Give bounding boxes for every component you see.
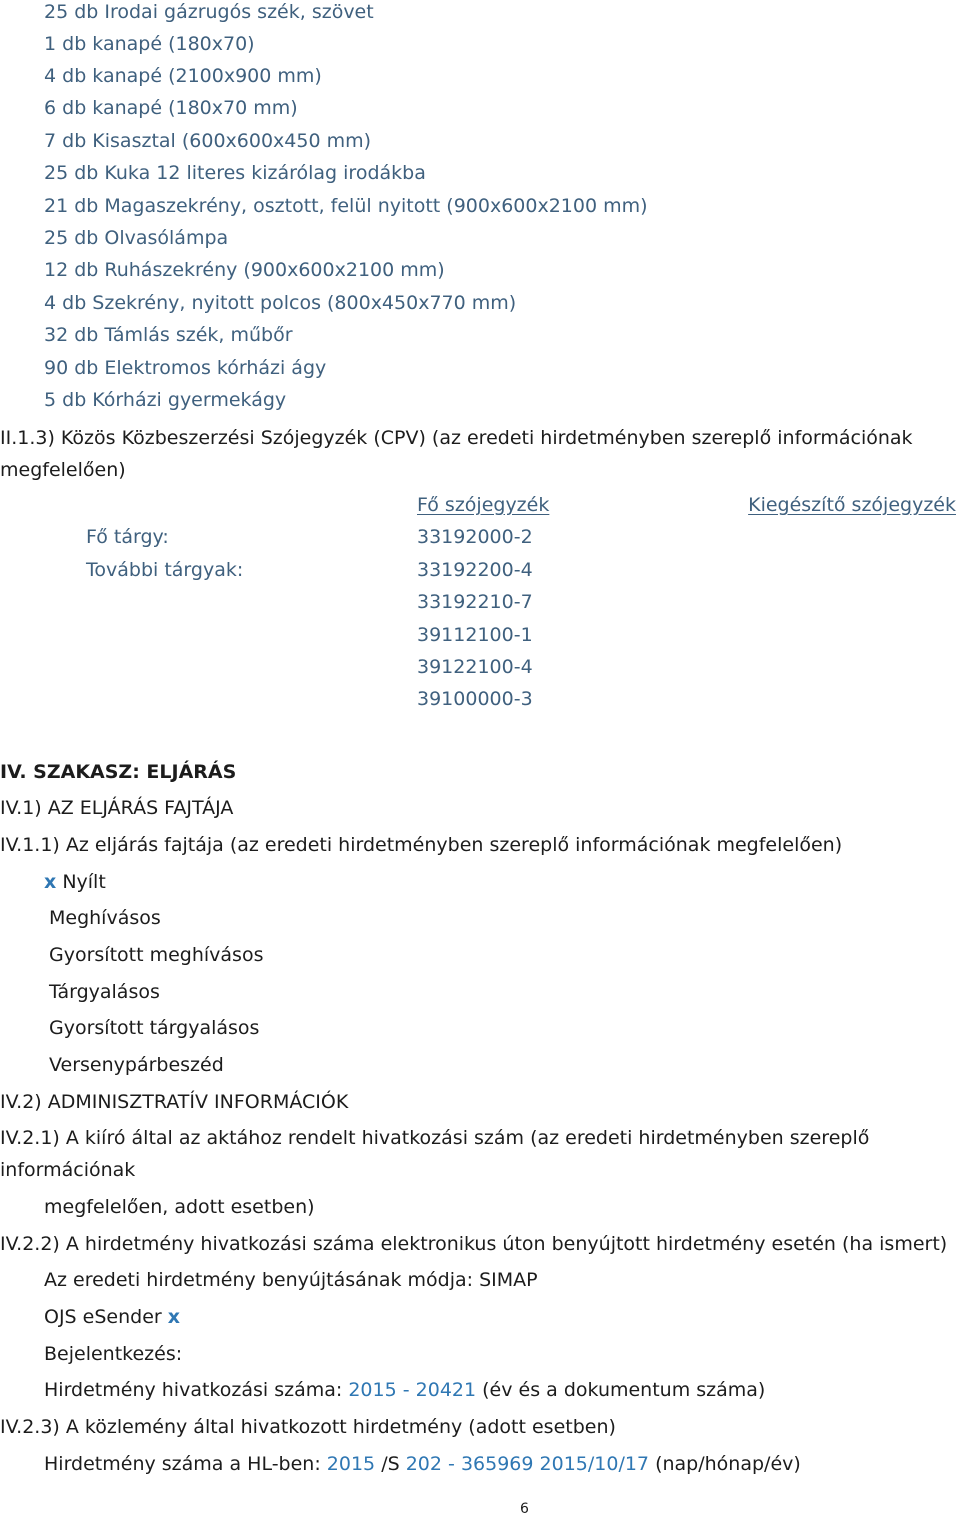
login-label: Bejelentkezés: (44, 1343, 183, 1365)
list-item: 25 db Irodai gázrugós szék, szövet (44, 1, 374, 23)
hl-issue: 202 (405, 1453, 442, 1475)
cpv-main-code: 33192000-2 (417, 526, 533, 548)
procedure-option: Gyorsított meghívásos (49, 944, 264, 966)
cpv-heading: II.1.3) Közös Közbeszerzési Szójegyzék (CPV) (az eredeti hirdetményben szereplő információnak (0, 427, 913, 449)
selected-mark: x (167, 1306, 181, 1328)
subsection-iv2: IV.2) ADMINISZTRATÍV INFORMÁCIÓK (0, 1091, 349, 1113)
list-item: 32 db Támlás szék, műbőr (44, 324, 293, 346)
subsection-iv11: IV.1.1) Az eljárás fajtája (az eredeti hirdetményben szereplő információnak megfelelően) (0, 834, 843, 856)
procedure-option: Tárgyalásos (49, 981, 160, 1003)
list-item: 12 db Ruhászekrény (900x600x2100 mm) (44, 259, 445, 281)
cpv-other-code: 39100000-3 (417, 688, 533, 710)
section-title: IV. SZAKASZ: ELJÁRÁS (0, 761, 237, 783)
hl-separator: - (448, 1453, 455, 1475)
page-number: 6 (520, 1501, 529, 1517)
subsection-iv21-cont: megfelelően, adott esetben) (44, 1196, 315, 1218)
subsection-iv23: IV.2.3) A közlemény által hivatkozott hirdetmény (adott esetben) (0, 1416, 616, 1438)
cpv-other-code: 33192210-7 (417, 591, 533, 613)
subsection-iv1: IV.1) AZ ELJÁRÁS FAJTÁJA (0, 797, 234, 819)
procedure-option: Gyorsított tárgyalásos (49, 1017, 260, 1039)
hl-note: (nap/hónap/év) (655, 1453, 801, 1475)
subsection-iv21: IV.2.1) A kiíró által az aktához rendelt hivatkozási szám (az eredeti hirdetményben szereplő (0, 1127, 870, 1149)
hl-number: 365969 (460, 1453, 534, 1475)
list-item: 5 db Kórházi gyermekágy (44, 389, 287, 411)
hl-date: 2015/10/17 (539, 1453, 650, 1475)
subsection-iv22: IV.2.2) A hirdetmény hivatkozási száma elektronikus úton benyújtott hirdetmény esetén (ha ismert) (0, 1233, 948, 1255)
cpv-other-code: 33192200-4 (417, 559, 533, 581)
list-item: 90 db Elektromos kórházi ágy (44, 357, 327, 379)
ojs-esender (44, 1305, 180, 1329)
cpv-main-label: Fő tárgy: (86, 526, 169, 548)
reference-number (44, 1378, 765, 1402)
list-item: 7 db Kisasztal (600x600x450 mm) (44, 130, 372, 152)
procedure-option: Meghívásos (49, 907, 161, 929)
ref-number: 20421 (415, 1379, 477, 1401)
list-item: 6 db kanapé (180x70 mm) (44, 97, 298, 119)
list-item: 25 db Olvasólámpa (44, 227, 229, 249)
list-item: 4 db Szekrény, nyitott polcos (800x450x770 mm) (44, 292, 517, 314)
ref-label: Hirdetmény hivatkozási száma: (44, 1379, 343, 1401)
ref-year: 2015 (348, 1379, 397, 1401)
list-item: 21 db Magaszekrény, osztott, felül nyitott (900x600x2100 mm) (44, 195, 648, 217)
subsection-iv21-cont: információnak (0, 1159, 136, 1181)
hl-label: Hirdetmény száma a HL-ben: (44, 1453, 321, 1475)
hl-year: 2015 (326, 1453, 376, 1475)
option-label: Nyílt (62, 871, 106, 893)
cpv-other-code: 39112100-1 (417, 624, 533, 646)
cpv-col-main: Fő szójegyzék (417, 494, 550, 516)
procedure-option-selected (44, 870, 106, 894)
selected-mark: x (44, 871, 57, 893)
procedure-option: Versenypárbeszéd (49, 1054, 224, 1076)
list-item: 4 db kanapé (2100x900 mm) (44, 65, 322, 87)
list-item: 1 db kanapé (180x70) (44, 33, 255, 55)
submission-mode: Az eredeti hirdetmény benyújtásának módja: SIMAP (44, 1269, 538, 1291)
ref-note: (év és a dokumentum száma) (482, 1379, 766, 1401)
list-item: 25 db Kuka 12 literes kizárólag irodákba (44, 162, 426, 184)
oj-notice-number (44, 1452, 801, 1476)
cpv-other-label: További tárgyak: (86, 559, 244, 581)
ref-separator: - (402, 1379, 410, 1401)
cpv-other-code: 39122100-4 (417, 656, 533, 678)
cpv-heading-cont: megfelelően) (0, 459, 126, 481)
cpv-col-supplementary: Kiegészítő szójegyzék (748, 494, 956, 516)
hl-s: /S (381, 1453, 400, 1475)
ojs-label: OJS eSender (44, 1306, 162, 1328)
